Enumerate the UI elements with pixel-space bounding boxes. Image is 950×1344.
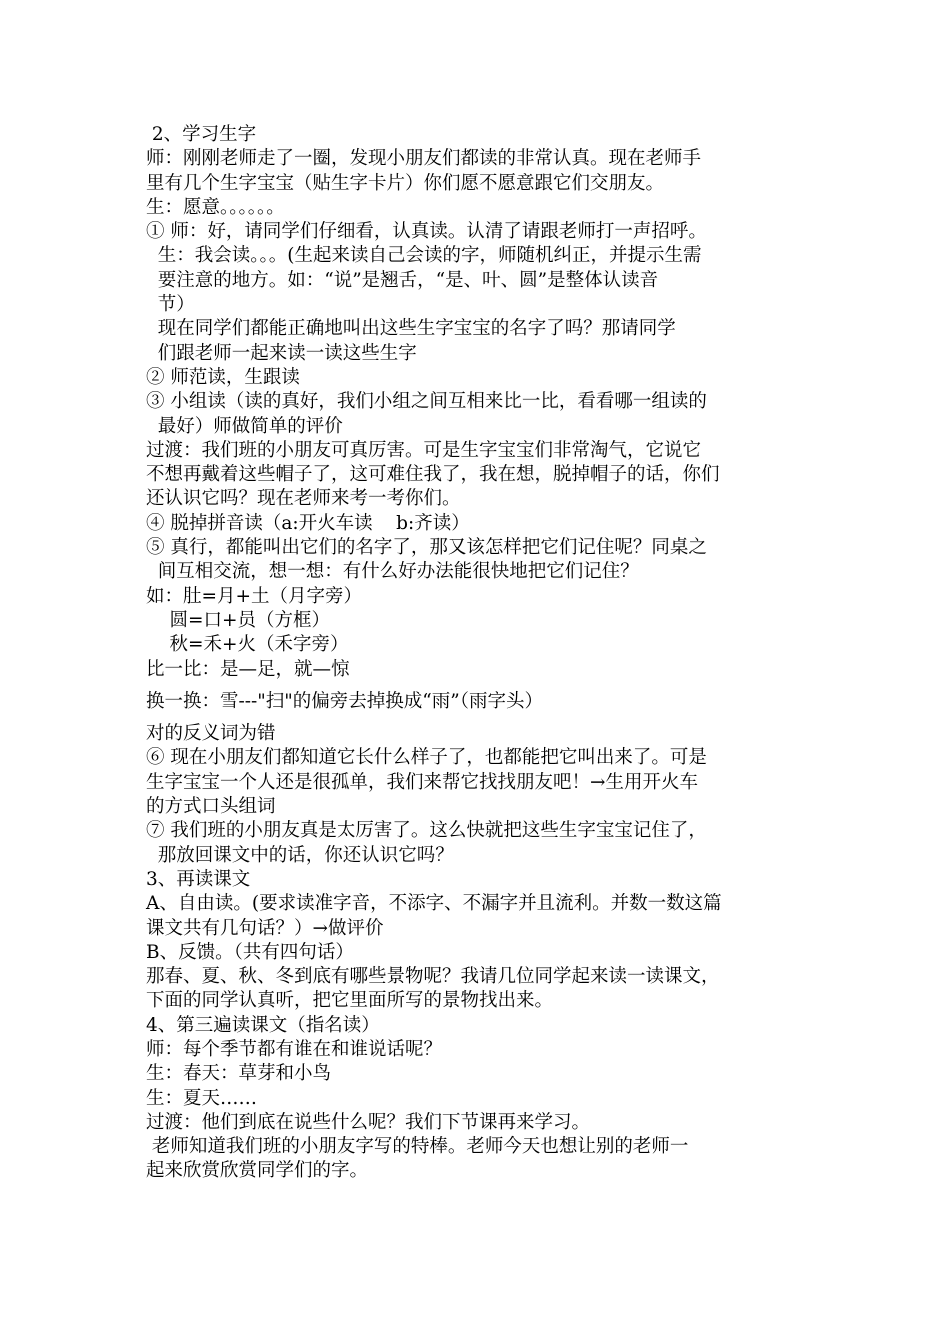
paragraph-line: 们跟老师一起来读一读这些生字 xyxy=(146,342,417,364)
list-item-7: ⑦ 我们班的小朋友真是太厉害了。这么快就把这些生字宝宝记住了， xyxy=(146,820,707,842)
section-heading-third-read: 4、第三遍读课文（指名读） xyxy=(146,1014,380,1036)
paragraph-line: 的方式口头组词 xyxy=(146,796,276,818)
section-heading-learn-characters: 2、学习生字 xyxy=(146,124,257,145)
paragraph-line: 现在同学们都能正确地叫出这些生字宝宝的名字了吗？那请同学 xyxy=(146,318,676,340)
paragraph-line: A、自由读。(要求读准字音，不添字、不漏字并且流利。并数一数这篇 xyxy=(146,893,722,915)
paragraph-line: 最好）师做简单的评价 xyxy=(146,415,343,437)
paragraph-line: 还认识它吗？现在老师来考一考你们。 xyxy=(146,488,461,510)
list-item-3: ③ 小组读（读的真好，我们小组之间互相来比一比，看看哪一组读的 xyxy=(146,391,707,413)
list-item-4: ④ 脱掉拼音读（a:开火车读 b:齐读） xyxy=(146,512,470,534)
paragraph-line: 间互相交流，想一想：有什么好办法能很快地把它们记住？ xyxy=(146,561,639,583)
paragraph-line: 不想再戴着这些帽子了，这可难住我了，我在想，脱掉帽子的话，你们 xyxy=(146,464,720,486)
spacer xyxy=(146,682,814,690)
paragraph-line: 那春、夏、秋、冬到底有哪些景物呢？我请几位同学起来读一读课文， xyxy=(146,966,720,988)
paragraph-line: 起来欣赏欣赏同学们的字。 xyxy=(146,1160,369,1182)
paragraph-line: 节） xyxy=(146,294,195,316)
paragraph-line: 生：愿意。。。。。。 xyxy=(146,196,285,218)
paragraph-line: B、反馈。（共有四句话） xyxy=(146,941,354,963)
paragraph-line: 生字宝宝一个人还是很孤单，我们来帮它找找朋友吧！→生用开火车 xyxy=(146,771,699,793)
example-line: 秋=禾+火（禾字旁） xyxy=(146,634,349,656)
paragraph-line: 要注意的地方。如：“说”是翘舌，“是、叶、圆”是整体认读音 xyxy=(146,269,659,291)
paragraph-line: 那放回课文中的话，你还认识它吗？ xyxy=(146,844,454,866)
paragraph-line: 对的反义词为错 xyxy=(146,723,276,745)
paragraph-line: 生：春天：草芽和小鸟 xyxy=(146,1063,332,1085)
spacer xyxy=(146,714,814,722)
swap-line: 换一换：雪---"扫"的偏旁去掉换成“雨”（雨字头） xyxy=(146,690,543,712)
paragraph-line: 师：每个季节都有谁在和谁说话呢？ xyxy=(146,1038,443,1060)
list-item-6: ⑥ 现在小朋友们都知道它长什么样子了，也都能把它叫出来了。可是 xyxy=(146,747,707,769)
example-line: 如：肚=月+土（月字旁） xyxy=(146,585,363,607)
compare-line: 比一比：是—足，就—惊 xyxy=(146,658,350,680)
document-body xyxy=(146,123,814,1184)
paragraph-line: 下面的同学认真听，把它里面所写的景物找出来。 xyxy=(146,990,554,1012)
paragraph-line: 课文共有几句话？）→做评价 xyxy=(146,917,384,939)
paragraph-line: 师：刚刚老师走了一圈，发现小朋友们都读的非常认真。现在老师手 xyxy=(146,148,702,170)
example-line: 圆=口+员（方框） xyxy=(146,609,331,631)
list-item-2: ② 师范读，生跟读 xyxy=(146,366,300,388)
paragraph-line: 生：我会读。。。(生起来读自己会读的字，师随机纠正，并提示生需 xyxy=(146,245,702,267)
list-item-1: ① 师：好，请同学们仔细看，认真读。认清了请跟老师打一声招呼。 xyxy=(146,221,707,243)
section-heading-reread: 3、再读课文 xyxy=(146,868,251,890)
paragraph-line: 过渡：我们班的小朋友可真厉害。可是生字宝宝们非常淘气，它说它 xyxy=(146,439,702,461)
paragraph-line: 里有几个生字宝宝（贴生字卡片）你们愿不愿意跟它们交朋友。 xyxy=(146,172,665,194)
paragraph-line: 老师知道我们班的小朋友字写的特棒。老师今天也想让别的老师一 xyxy=(146,1136,689,1158)
paragraph-line: 过渡：他们到底在说些什么呢？我们下节课再来学习。 xyxy=(146,1111,591,1133)
list-item-5: ⑤ 真行，都能叫出它们的名字了，那又该怎样把它们记住呢？同桌之 xyxy=(146,537,707,559)
paragraph-line: 生：夏天…… xyxy=(146,1087,258,1109)
